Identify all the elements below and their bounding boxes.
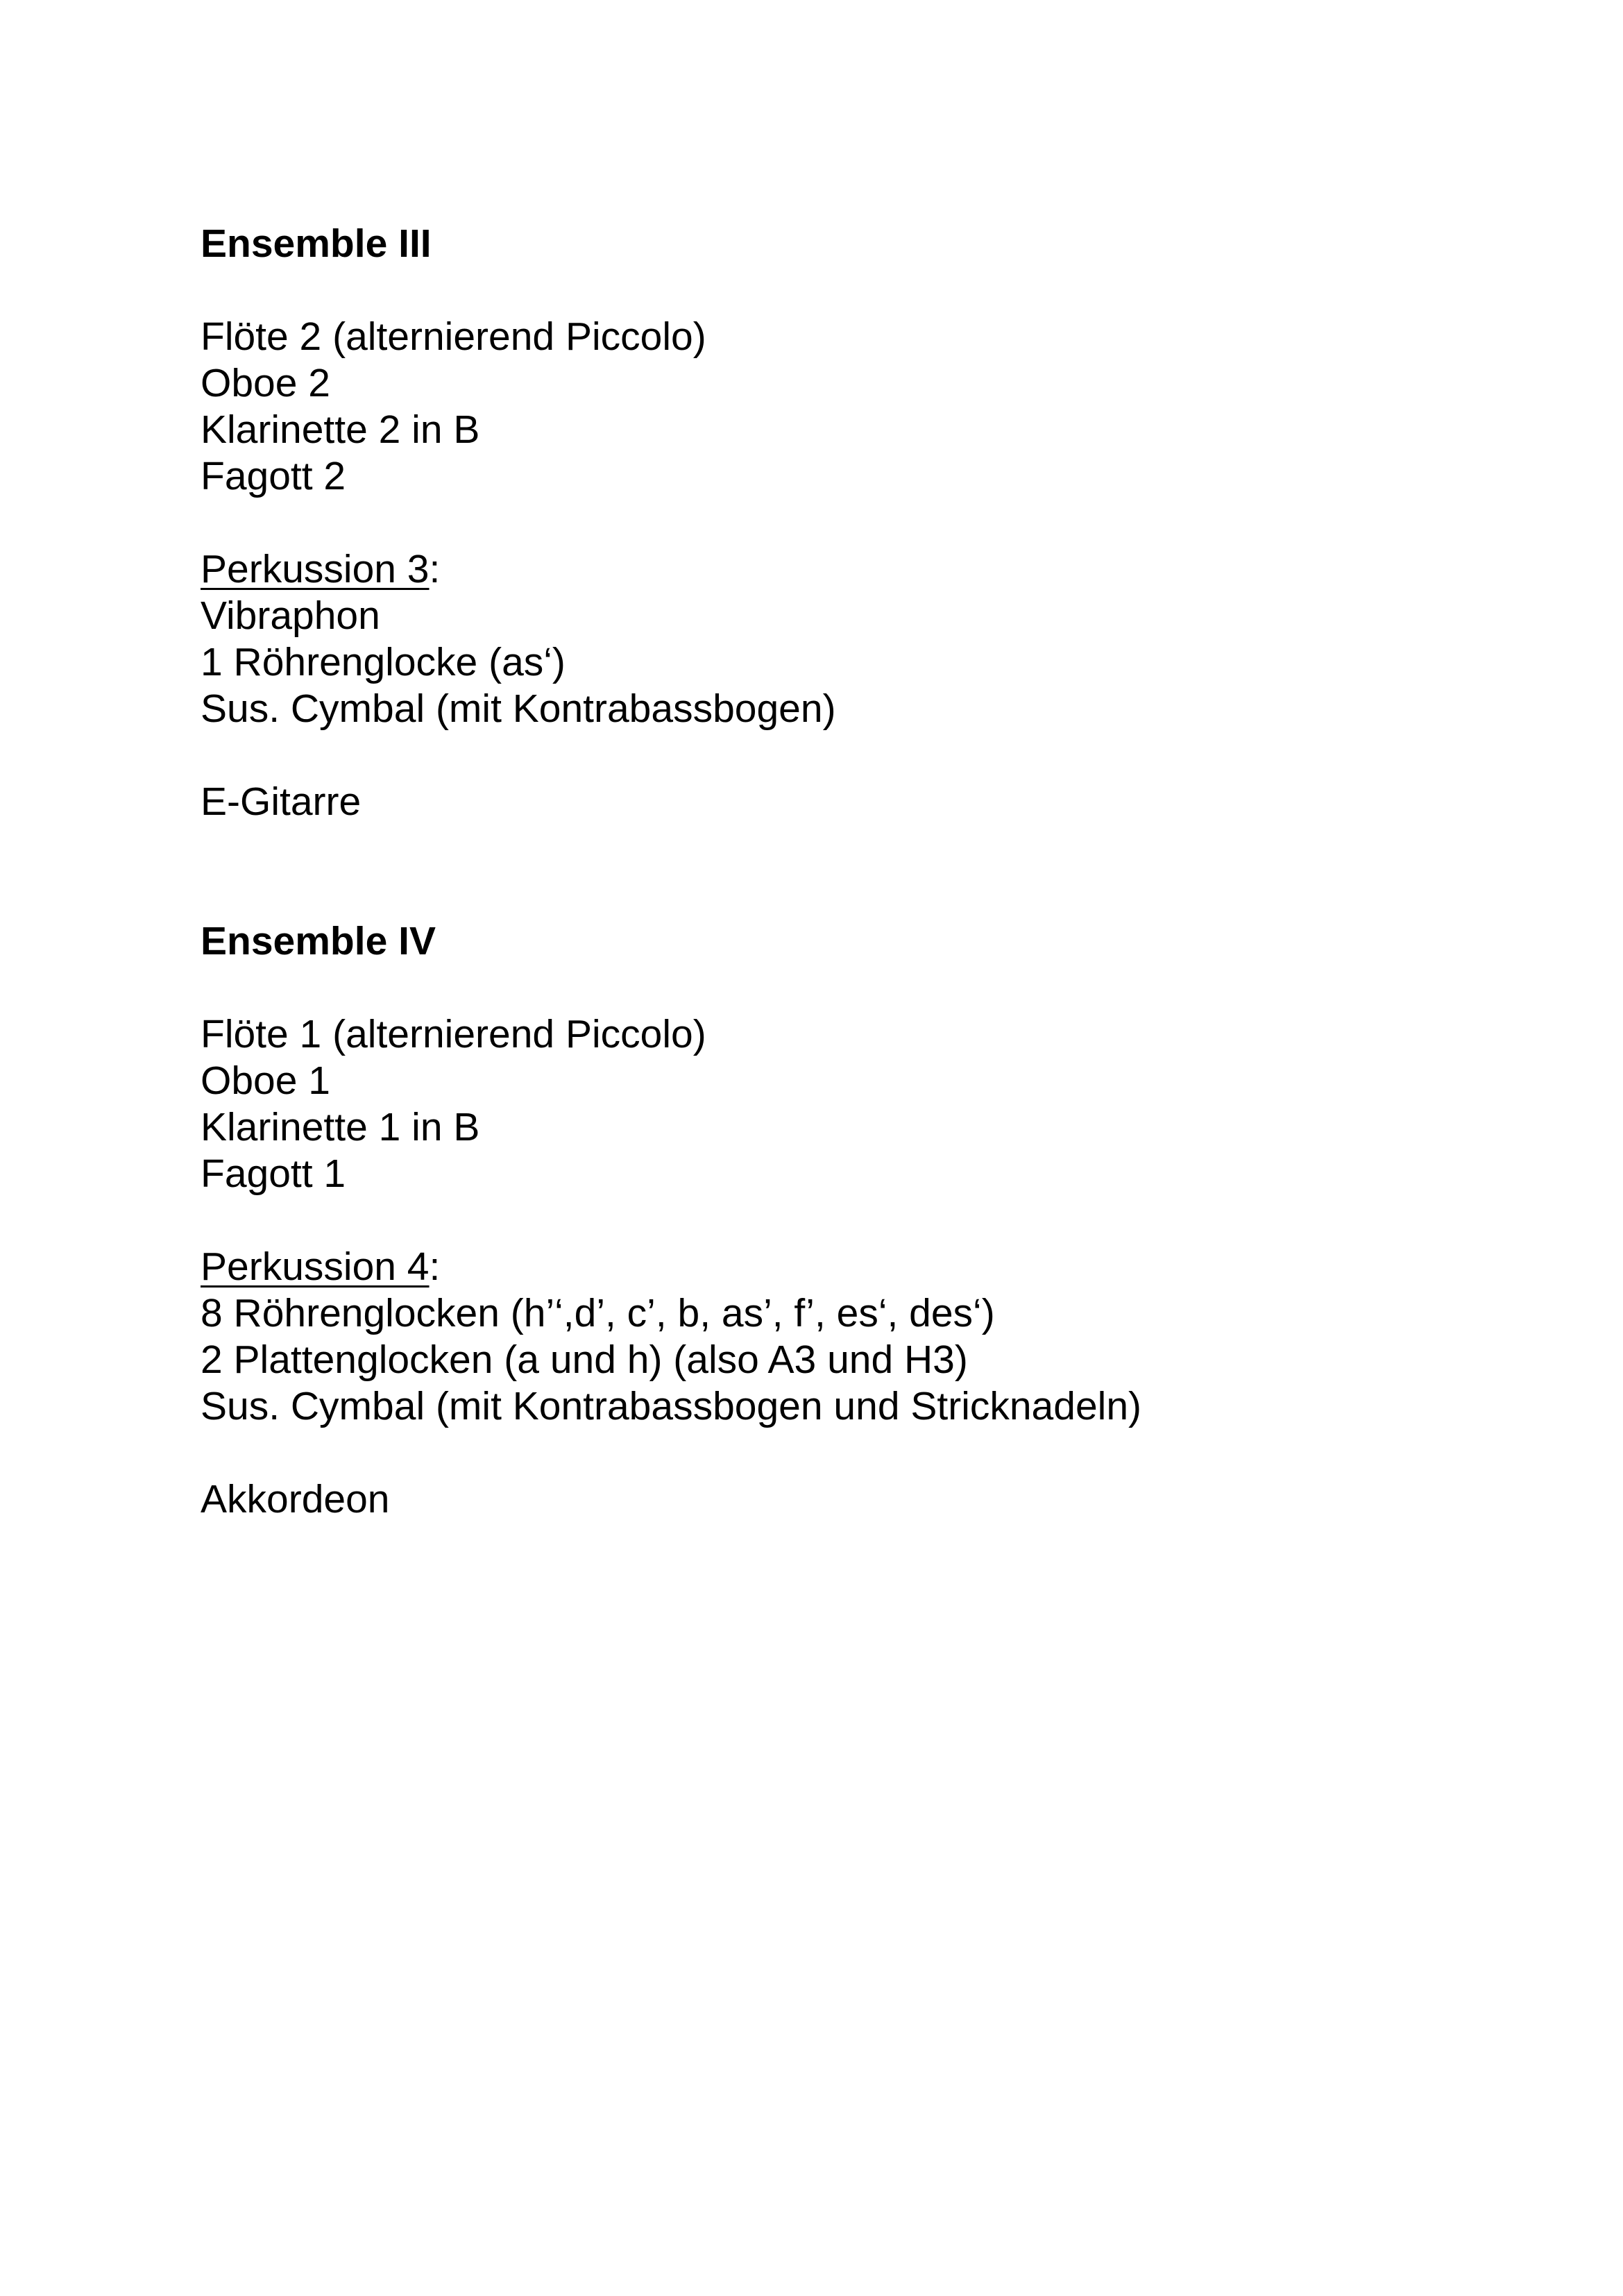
percussion-colon: : bbox=[429, 1244, 441, 1289]
ensemble-3-extra-instrument: E-Gitarre bbox=[201, 779, 362, 824]
wind-instrument: Oboe 1 bbox=[201, 1058, 330, 1103]
ensemble-3-winds bbox=[201, 314, 1519, 500]
ensemble-4-title: Ensemble IV bbox=[201, 919, 436, 963]
wind-instrument: Klarinette 1 in B bbox=[201, 1105, 480, 1149]
wind-instrument: Fagott 2 bbox=[201, 454, 346, 498]
ensemble-3-percussion bbox=[201, 593, 1519, 732]
percussion-instrument: 8 Röhrenglocken (h’‘,d’, c’, b, as’, f’, es‘, des‘) bbox=[201, 1291, 995, 1335]
wind-instrument: Fagott 1 bbox=[201, 1151, 346, 1196]
percussion-label: Perkussion 4 bbox=[201, 1244, 430, 1289]
percussion-instrument: Vibraphon bbox=[201, 593, 380, 638]
wind-instrument: Flöte 1 (alternierend Piccolo) bbox=[201, 1012, 706, 1056]
wind-instrument: Klarinette 2 in B bbox=[201, 407, 480, 452]
percussion-instrument: Sus. Cymbal (mit Kontrabassbogen) bbox=[201, 686, 836, 731]
ensemble-3-title: Ensemble III bbox=[201, 221, 432, 266]
percussion-colon: : bbox=[429, 547, 441, 591]
percussion-instrument: 2 Plattenglocken (a und h) (also A3 und H3) bbox=[201, 1337, 968, 1382]
ensemble-4-percussion bbox=[201, 1290, 1519, 1430]
ensemble-4-winds bbox=[201, 1011, 1519, 1197]
wind-instrument: Oboe 2 bbox=[201, 361, 330, 405]
wind-instrument: Flöte 2 (alternierend Piccolo) bbox=[201, 314, 706, 359]
percussion-instrument: Sus. Cymbal (mit Kontrabassbogen und Stricknadeln) bbox=[201, 1384, 1142, 1428]
instrumentation-list bbox=[201, 221, 1519, 1523]
ensemble-3-percussion-heading bbox=[201, 546, 1519, 593]
percussion-instrument: 1 Röhrenglocke (as‘) bbox=[201, 640, 566, 684]
ensemble-4-extra-instrument: Akkordeon bbox=[201, 1477, 390, 1521]
percussion-label: Perkussion 3 bbox=[201, 547, 430, 591]
ensemble-4-percussion-heading bbox=[201, 1244, 1519, 1290]
